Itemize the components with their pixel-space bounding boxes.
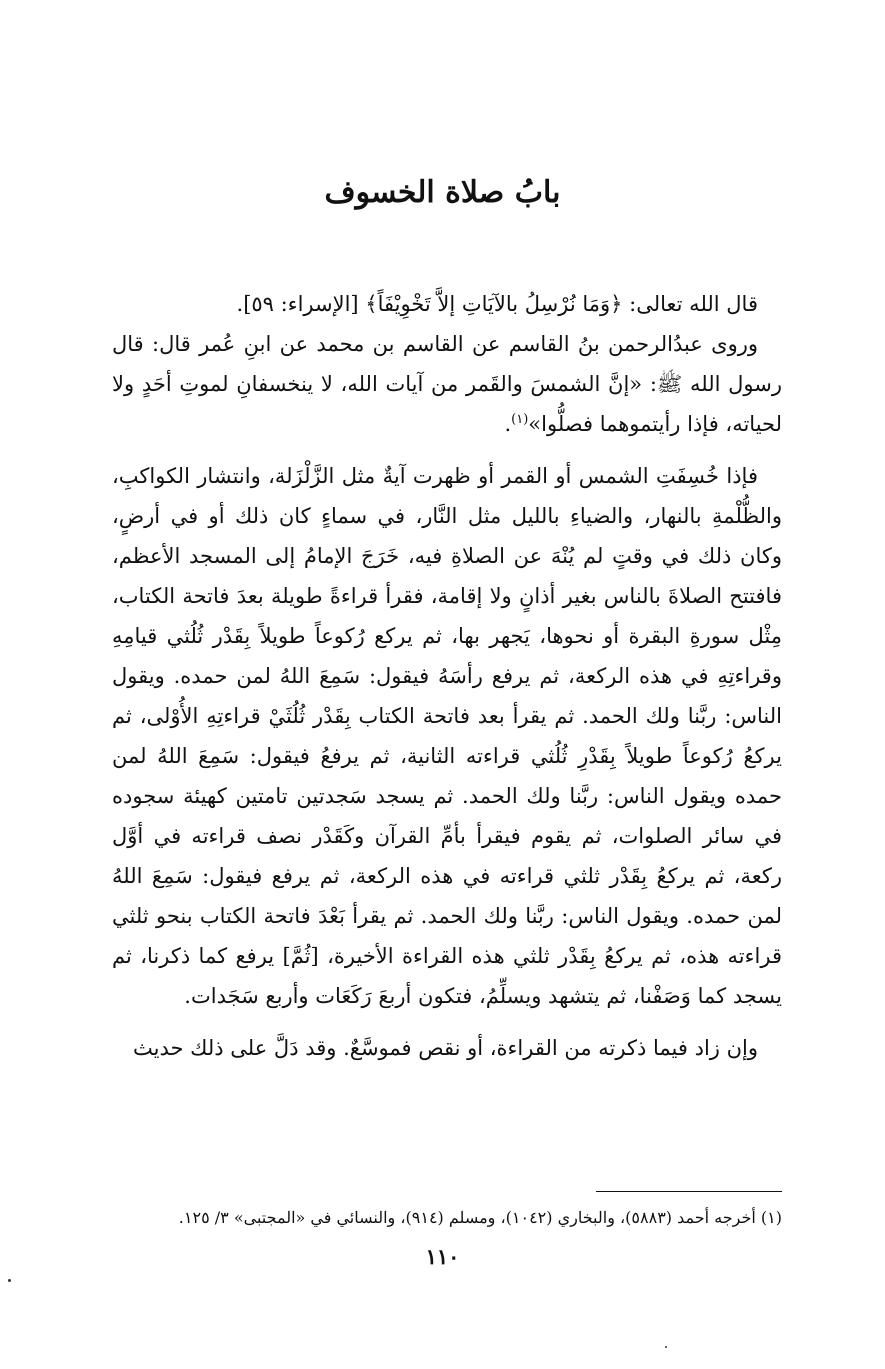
page-number: ١١٠ (425, 1244, 460, 1269)
chapter-title: بابُ صلاة الخسوف (324, 175, 561, 210)
variation-paragraph: وإن زاد فيما ذكرته من القراءة، أو نقص فموسَّعٌ. وقد دَلَّ على ذلك حديث (133, 1036, 758, 1060)
verse-paragraph: قال الله تعالى: ﴿وَمَا نُرْسِلُ بالآيَاتِ إلاَّ تَخْوِيْفَاً﴾ [الإسراء: ٥٩]. (236, 292, 758, 316)
footnote: (١) أخرجه أحمد (٥٨٨٣)، والبخاري (١٠٤٢)، ومسلم (٩١٤)، والنسائي في «المجتبى» ٣/ ١٢٥. (178, 1208, 782, 1227)
scan-speck (665, 1346, 667, 1348)
main-text (112, 284, 782, 1068)
footnote-divider (596, 1191, 782, 1192)
hadith-paragraph (112, 324, 782, 444)
footnote-reference: (١) (511, 412, 529, 427)
scan-speck (8, 1279, 11, 1282)
hadith-text: وروى عبدُالرحمن بنُ القاسم عن القاسم بن محمد عن ابنِ عُمر قال: قال رسول الله ﷺ: «إنَّ الشمسَ والقَمر من آيات الله، لا ينخسفانِ لموتِ أحَدٍ ولا لحياته، فإذا رأيتموهما فصلُّوا» (112, 332, 782, 436)
eclipse-prayer-description: فإذا خُسِفَتِ الشمس أو القمر أو ظهرت آيةٌ مثل الزَّلْزَلة، وانتشار الكواكبِ، والظُّلْمةِ بالنهار، والضياءِ بالليل مثل النَّار، في سماءٍ كان ذلك أو في أرضٍ، وكان ذلك في وقتٍ لم يُنْهَ عن الصلاةِ فيه، خَرَجَ الإمامُ إلى المسجد الأعظم، فافتتح الصلاةَ بالناس بغير أذانٍ ولا إقامة، فقرأ قراءةً طويلة بعدَ فاتحة الكتاب، مِثْل سورةِ البقرة أو نحوها، يَجهر بها، ثم يركع رُكوعاً طويلاً بِقَدْر ثُلُثي قيامِهِ وقراءتِهِ في هذه الركعة، ثم يرفع رأسَهُ فيقول: سَمِعَ اللهُ لمن حمده. ويقول الناس: ربَّنا ولك الحمد. ثم يقرأ بعد فاتحة الكتاب بِقَدْر ثُلُثَيْ قراءتِهِ الأُوْلى، ثم يركعُ رُكوعاً طويلاً بِقَدْرِ ثُلُثي قراءته الثانية، ثم يرفعُ فيقول: سَمِعَ اللهُ لمن حمده ويقول الناس: ربَّنا ولك الحمد. ثم يسجد سَجدتين تامتين كهيئة سجوده في سائر الصلوات، ثم يقوم فيقرأ بأمِّ القرآن وكَقَدْر نصف قراءته في أوَّل ركعة، ثم يركعُ بِقَدْر ثلثي قراءته في هذه الركعة، ثم يرفع فيقول: سَمِعَ اللهُ لمن حمده. ويقول الناس: ربَّنا ولك الحمد. ثم يقرأ بَعْدَ فاتحة الكتاب بنحو ثلثي قراءته هذه، ثم يركعُ بِقَدْر ثلثي هذه القراءة الأخيرة، [ثُمَّ] يرفع كما ذكرنا، ثم يسجد كما وَصَفْنا، ثم يتشهد ويسلِّمُ، فتكون أربعَ رَكَعَات وأربع سَجَدات. (112, 464, 782, 1008)
hadith-end-mark: . (504, 412, 512, 436)
